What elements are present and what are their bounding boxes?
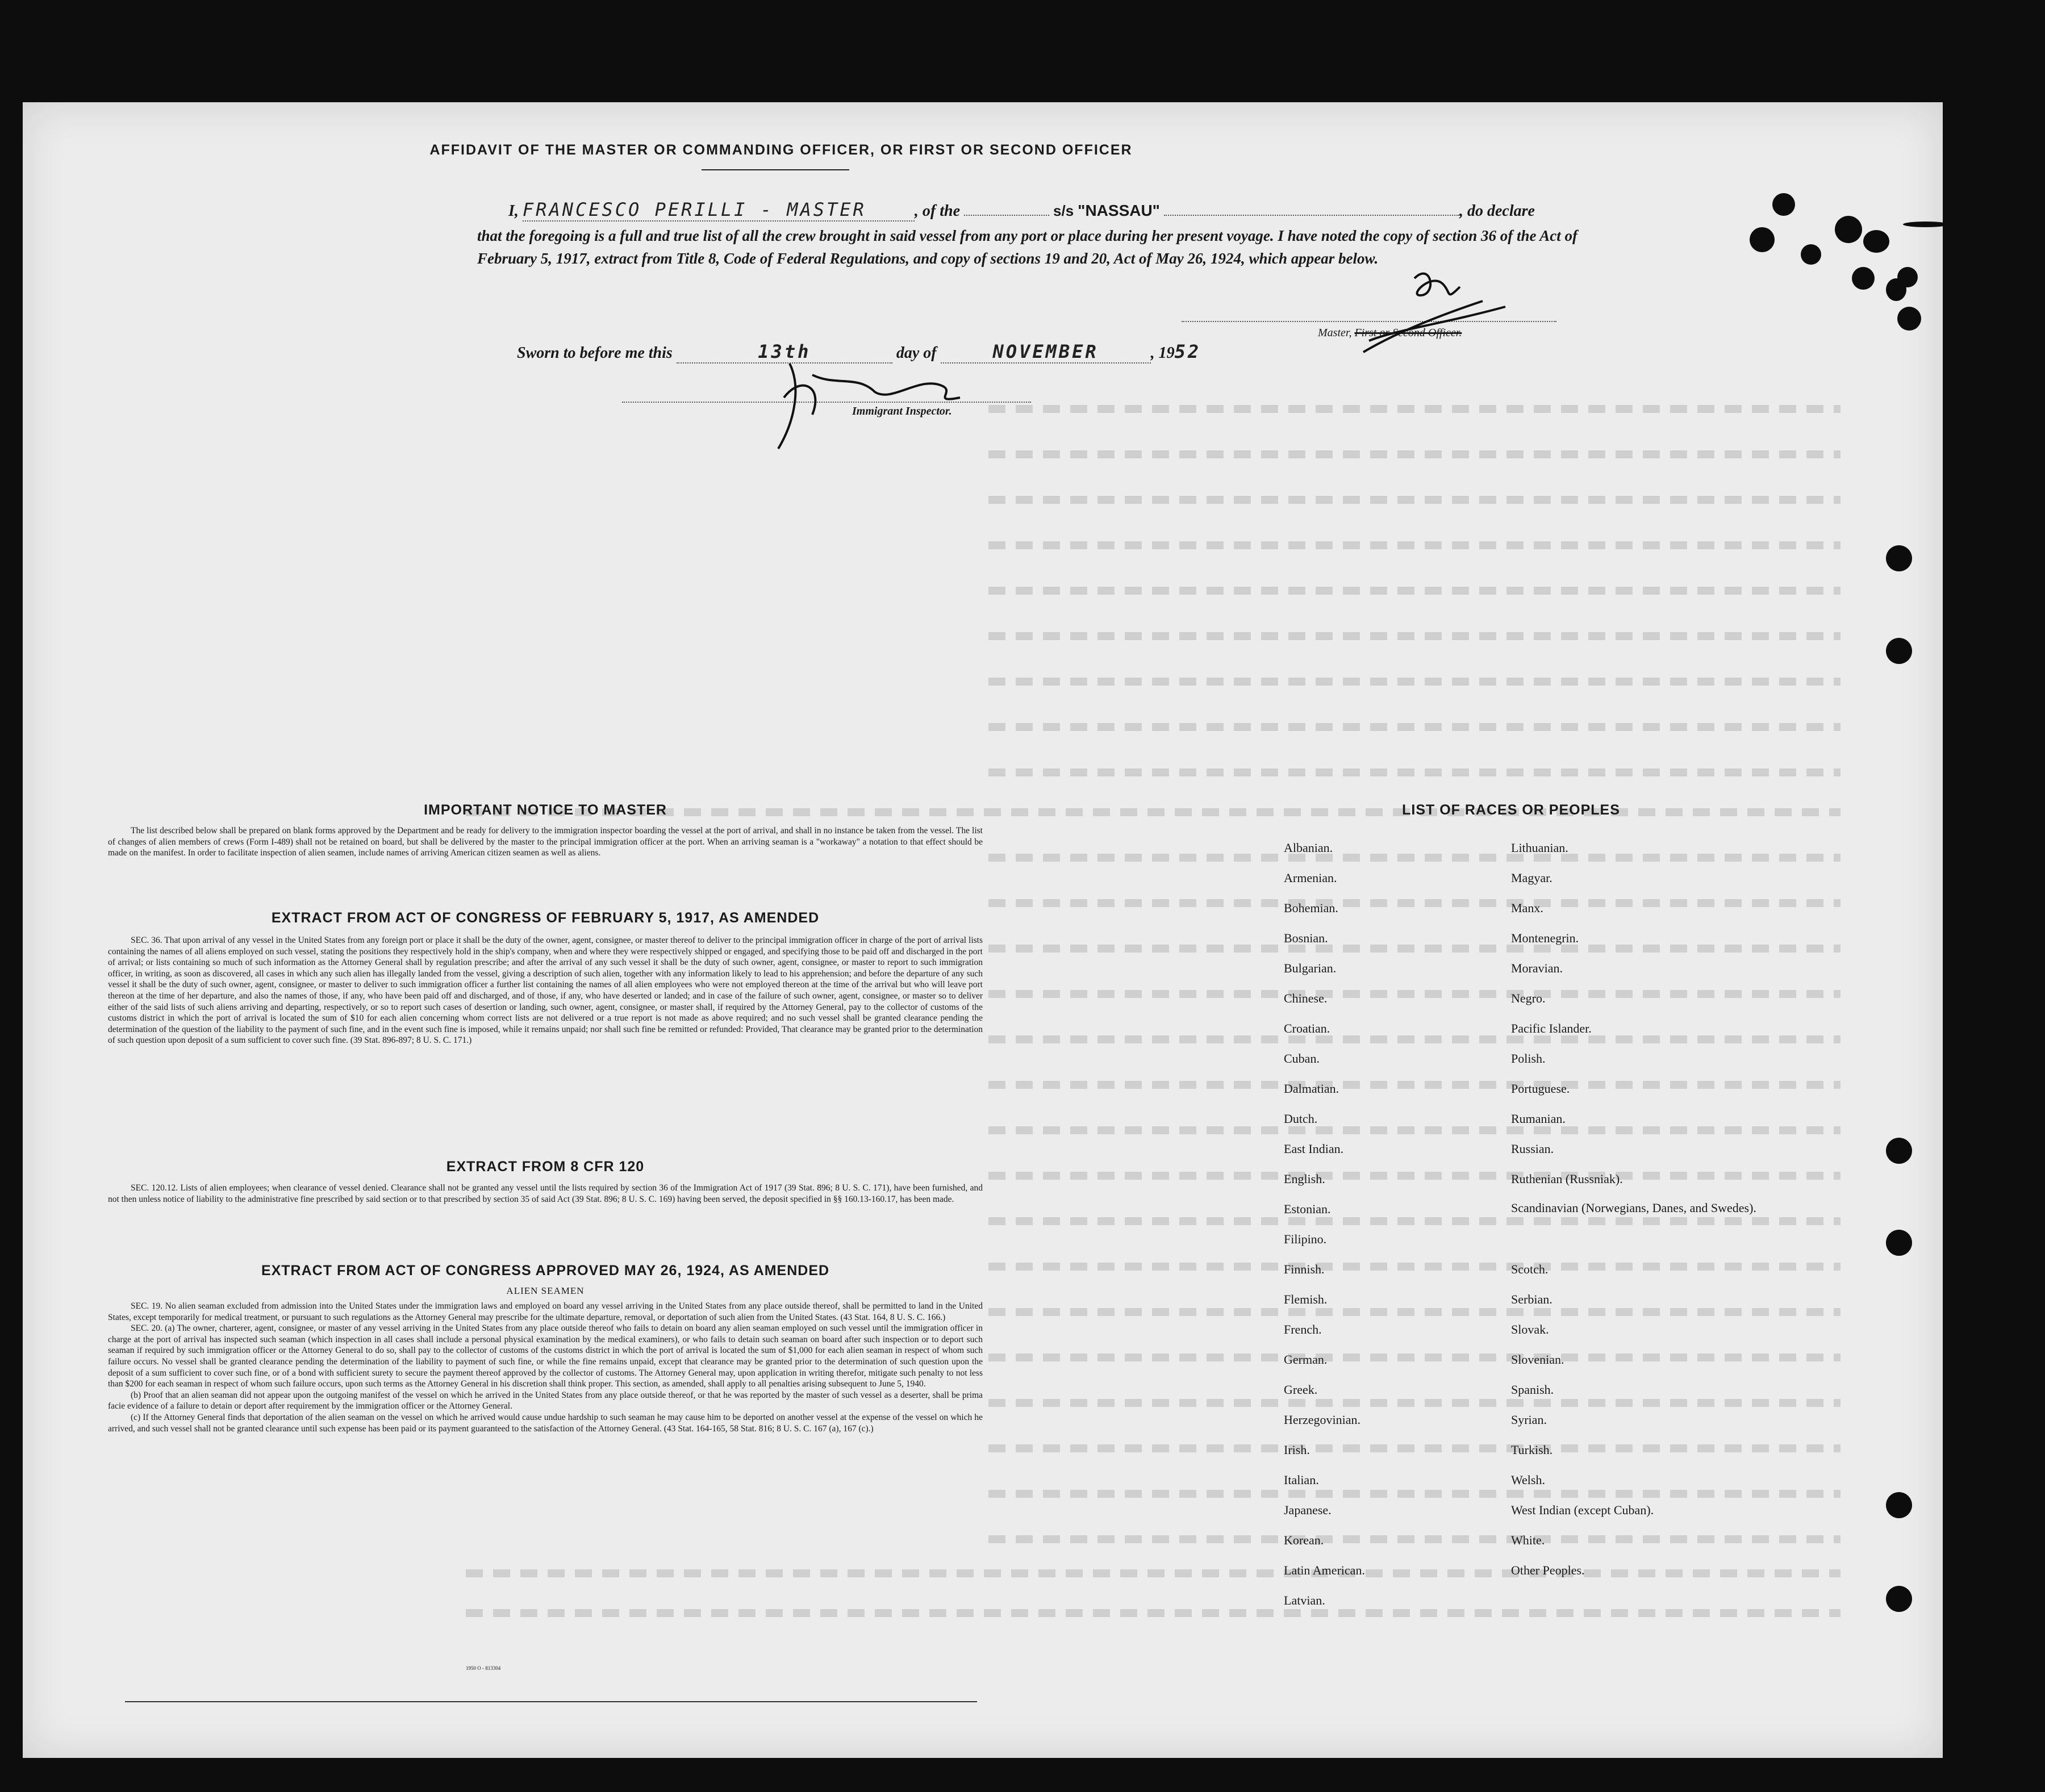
race-item: Spanish. <box>1511 1382 1554 1397</box>
document-page <box>23 102 1943 1758</box>
title-underline <box>702 169 849 170</box>
race-item: Serbian. <box>1511 1292 1552 1306</box>
race-item: Herzegovinian. <box>1284 1413 1360 1427</box>
race-item: Scotch. <box>1511 1262 1549 1276</box>
race-item: Welsh. <box>1511 1473 1545 1487</box>
damage-spot <box>1750 227 1775 252</box>
race-item: Japanese. <box>1284 1503 1332 1517</box>
extract-1924-text <box>108 1301 983 1434</box>
races-column-1 <box>1284 833 1522 1615</box>
race-item: Latin American. <box>1284 1563 1365 1577</box>
punch-hole <box>1886 545 1912 571</box>
race-item: Moravian. <box>1511 961 1563 975</box>
damage-spot <box>1835 216 1862 243</box>
race-item: French. <box>1284 1322 1322 1336</box>
race-item: Russian. <box>1511 1142 1554 1156</box>
affidavit-title: AFFIDAVIT OF THE MASTER OR COMMANDING OFFICER, OR FIRST OR SECOND OFFICER <box>429 142 1133 158</box>
race-item: Chinese. <box>1284 991 1328 1005</box>
race-item: Dalmatian. <box>1284 1081 1339 1096</box>
race-item: Irish. <box>1284 1443 1310 1457</box>
punch-hole <box>1886 1492 1912 1518</box>
vessel-name: "NASSAU" <box>1078 202 1160 219</box>
race-item: Albanian. <box>1284 841 1333 855</box>
extract-1917-body: SEC. 36. That upon arrival of any vessel in the United States from any foreign port or place it shall be the duty of the owner, agent, consignee, or master thereof to deliver to the principal immigration officer in charge of the port of arrival lists containing the names of all aliens employed on such vessel, stating the positions they respectively hold in the ship's company, when and where they were respectively shipped or engaged, and specifying those to be paid off and discharged in the port of arrival; or lists containing so much of such information as the Attorney General shall by regulation prescribe; and after the arrival of any such vessel it shall be the duty of such owner, agent, consignee, or master to report to such immigration officer, in writing, as soon as discovered, all cases in which any such alien has illegally landed from the vessel, giving a description of such alien, together with any information likely to lead to his apprehension; and before the departure of any such vessel it shall be the duty of such owner, agent, consignee, or master to deliver to such immigration officer a further list containing the names of all alien employees who were not employed thereon at the time of the arrival but who will leave port thereon at the time of her departure, and also the names of those, if any, who have been paid off and discharged, and of those, if any, who have deserted or landed; and in case of the failure of such owner, agent, consignee, or master so to deliver either of the said lists of such aliens arriving and departing, respectively, or so to report such cases of desertion or landing, such owner, agent, consignee, or master shall, if required by the Attorney General, pay to the collector of customs of the customs district in which the port of arrival is located the sum of $10 for each alien concerning whom correct lists are not delivered or a true report is not made as above required; and no such vessel shall be granted clearance pending the determination of the question of the liability to the payment of such fine, and in the event such fine is imposed, while it remains unpaid; nor shall such fine be remitted or refunded: Provided, That clearance may be granted prior to the determination of such question upon deposit of a sum sufficient to cover such fine. (39 Stat. 896-897; 8 U. S. C. 171.) <box>108 935 983 1046</box>
bottom-rule <box>125 1701 977 1702</box>
punch-hole <box>1886 1138 1912 1164</box>
declaration-body: that the foregoing is a full and true list of all the crew brought in said vessel from any port or place during her present voyage. I have noted the copy of section 36 of the Act of February 5, 1917, extract from Title 8, Code of Federal Regulations, and copy of sections 19 and 20, Act of May 26, 1924, which appear below. <box>477 227 1577 267</box>
sworn-year-prefix: , 19 <box>1150 344 1175 362</box>
race-item: Greek. <box>1284 1382 1318 1397</box>
race-item: Finnish. <box>1284 1262 1325 1276</box>
print-code: 1950 O - 813304 <box>466 1665 501 1671</box>
race-item: Italian. <box>1284 1473 1319 1487</box>
race-item: Bulgarian. <box>1284 961 1337 975</box>
declaration-line <box>508 199 1535 222</box>
race-item: Filipino. <box>1284 1232 1327 1246</box>
sec19-text: SEC. 19. No alien seaman excluded from admission into the United States under the immigration laws and employed on board any vessel arriving in the United States from any place outside thereof, shall be permitted to land in the United States, except temporarily for medical treatment, or pursuant to such regulations as the Attorney General may prescribe for the ultimate departure, removal, or deportation of such alien from the United States. (43 Stat. 164, 8 U. S. C. 166.) <box>108 1301 983 1322</box>
race-item: Estonian. <box>1284 1202 1331 1216</box>
race-item: Scandinavian (Norwegians, Danes, and Swedes). <box>1511 1201 1756 1215</box>
sec20a-text: SEC. 20. (a) The owner, charterer, agent, consignee, or master of any vessel arriving in the United States from any place outside thereof who fails to detain on board any alien seaman employed on such vessel until the immigration officer in charge at the port of arrival has inspected such seaman (which inspection in all cases shall include a personal physical examination by the medical examiners), or who fails to detain such seaman on board after such inspection or to deport such seaman if required by such immigration officer or the Attorney General to do so, shall pay to the collector of customs of the customs district in which the port of arrival is located the sum of $1,000 for each alien seaman in respect of whom such failure occurs. No vessel shall be granted clearance pending the determination of the liability to payment of such fine, or while the fine remains unpaid, except that clearance may be granted prior to the determination of such question upon the deposit of a sum sufficient to cover such fine, or of a bond with sufficient surety to secure the payment thereof approved by the collector of customs. The Attorney General may, upon application in writing therefor, mitigate such penalty to not less than $200 for each seaman in respect of whom such failure occurs, upon such terms as the Attorney General in his discretion shall think proper. This section, as amended, shall apply to all penalties arising subsequent to June 5, 1940. <box>108 1323 983 1389</box>
notice-title: IMPORTANT NOTICE TO MASTER <box>424 802 667 818</box>
race-item: Rumanian. <box>1511 1112 1566 1126</box>
punch-hole <box>1886 1586 1912 1612</box>
race-item: Bohemian. <box>1284 901 1338 915</box>
declaration-suffix: , do declare <box>1459 202 1535 220</box>
damage-spot <box>1886 278 1906 301</box>
race-item: Polish. <box>1511 1051 1546 1066</box>
sworn-day-handwritten: 13th <box>677 341 892 364</box>
sworn-month-handwritten: NOVEMBER <box>941 341 1151 364</box>
damage-spot <box>1903 222 1943 227</box>
declaration-prefix: I, <box>508 202 519 220</box>
sworn-day-of: day of <box>896 344 937 362</box>
damage-spot <box>1852 267 1875 290</box>
race-item: Syrian. <box>1511 1413 1547 1427</box>
sec20c-text: (c) If the Attorney General finds that deportation of the alien seaman on the vessel on which he arrived would cause undue hardship to such seaman he may cause him to be deported on another vessel at the expense of the vessel on which he arrived, and such vessel shall not be granted clearance until such expense has been paid or its payment guaranteed to the satisfaction of the Attorney General. (43 Stat. 164-165, 58 Stat. 816; 8 U. S. C. 167 (a), 167 (c).) <box>108 1412 983 1434</box>
race-item: Portuguese. <box>1511 1081 1570 1096</box>
punch-hole <box>1886 1230 1912 1256</box>
extract-1924-title: EXTRACT FROM ACT OF CONGRESS APPROVED MAY 26, 1924, AS AMENDED <box>261 1263 830 1279</box>
race-item: Manx. <box>1511 901 1543 915</box>
race-item: Flemish. <box>1284 1292 1328 1306</box>
race-item: Ruthenian (Russniak). <box>1511 1172 1623 1186</box>
damage-spot <box>1801 244 1821 265</box>
race-item: Slovenian. <box>1511 1352 1564 1367</box>
race-item: Pacific Islander. <box>1511 1021 1592 1035</box>
race-item: Lithuanian. <box>1511 841 1568 855</box>
race-item: East Indian. <box>1284 1142 1344 1156</box>
master-signature <box>1346 261 1517 358</box>
race-item: Armenian. <box>1284 871 1337 885</box>
signature-role-master: Master, <box>1318 327 1352 339</box>
vessel-prefix: s/s <box>1053 202 1074 219</box>
race-item: Other Peoples. <box>1511 1563 1585 1577</box>
punch-hole <box>1886 638 1912 664</box>
dot-leader <box>1164 215 1459 216</box>
damage-spot <box>1897 307 1921 331</box>
extract-1924-subtitle: ALIEN SEAMEN <box>506 1285 585 1296</box>
race-item: English. <box>1284 1172 1325 1186</box>
race-item: Dutch. <box>1284 1112 1318 1126</box>
race-item: Magyar. <box>1511 871 1552 885</box>
race-item: Croatian. <box>1284 1021 1330 1035</box>
extract-cfr-title: EXTRACT FROM 8 CFR 120 <box>446 1159 645 1175</box>
race-item: Montenegrin. <box>1511 931 1579 945</box>
sworn-year-handwritten: 52 <box>1174 341 1201 362</box>
damage-spot <box>1863 230 1889 253</box>
inspector-label: Immigrant Inspector. <box>852 405 952 417</box>
sworn-prefix: Sworn to before me this <box>517 344 673 362</box>
sec20b-text: (b) Proof that an alien seaman did not appear upon the outgoing manifest of the vessel on which he arrived in the United States from any place outside thereof, or that he was reported by the master of such vessel as a deserter, shall be prima facie evidence of a failure to detain or deport after requirement by the immigration officer or the Attorney General. <box>108 1390 983 1411</box>
inspector-signature <box>761 352 977 460</box>
race-item: Latvian. <box>1284 1593 1325 1607</box>
race-item: West Indian (except Cuban). <box>1511 1503 1654 1517</box>
declaration-of-the: , of the <box>914 202 961 220</box>
race-item: Negro. <box>1511 991 1546 1005</box>
races-title: LIST OF RACES OR PEOPLES <box>1402 802 1620 818</box>
notice-body: The list described below shall be prepared on blank forms approved by the Department and be ready for delivery to the immigration inspector boarding the vessel at the port of arrival, and shall in no instance be taken from the vessel. The list of changes of alien members of crews (Form I-489) shall not be retained on board, but shall be delivered by the master to the principal immigration officer at the port. When an arriving seaman is a "workaway" a notation to that effect should be made on the manifest. In order to facilitate inspection of alien seamen, include names of arriving American citizen seamen as well as aliens. <box>108 826 983 858</box>
race-item: Korean. <box>1284 1533 1324 1547</box>
race-item: Slovak. <box>1511 1322 1549 1336</box>
damage-spot <box>1772 193 1795 216</box>
extract-cfr-body: SEC. 120.12. Lists of alien employees; when clearance of vessel denied. Clearance shall not be granted any vessel until the lists required by section 36 of the Immigration Act of 1917 (39 Stat. 896; 8 U. S. C. 171), have been furnished, and not then unless notice of liability to the administrative fine prescribed by said section or to that prescribed by section 35 of said Act (39 Stat. 896; 8 U. S. C. 169) having been served, the deposit specified in §§ 160.13-160.17, has been made. <box>108 1183 983 1204</box>
races-column-2 <box>1511 833 1772 1585</box>
extract-1917-title: EXTRACT FROM ACT OF CONGRESS OF FEBRUARY 5, 1917, AS AMENDED <box>271 910 820 926</box>
race-item: White. <box>1511 1533 1545 1547</box>
master-name-handwritten: FRANCESCO PERILLI - MASTER <box>523 199 915 222</box>
signature-role-struck: First or Second Officer. <box>1354 327 1462 339</box>
race-item: Bosnian. <box>1284 931 1328 945</box>
dot-leader <box>964 215 1049 216</box>
race-item: Turkish. <box>1511 1443 1553 1457</box>
race-item: Cuban. <box>1284 1051 1320 1066</box>
race-item: German. <box>1284 1352 1328 1367</box>
